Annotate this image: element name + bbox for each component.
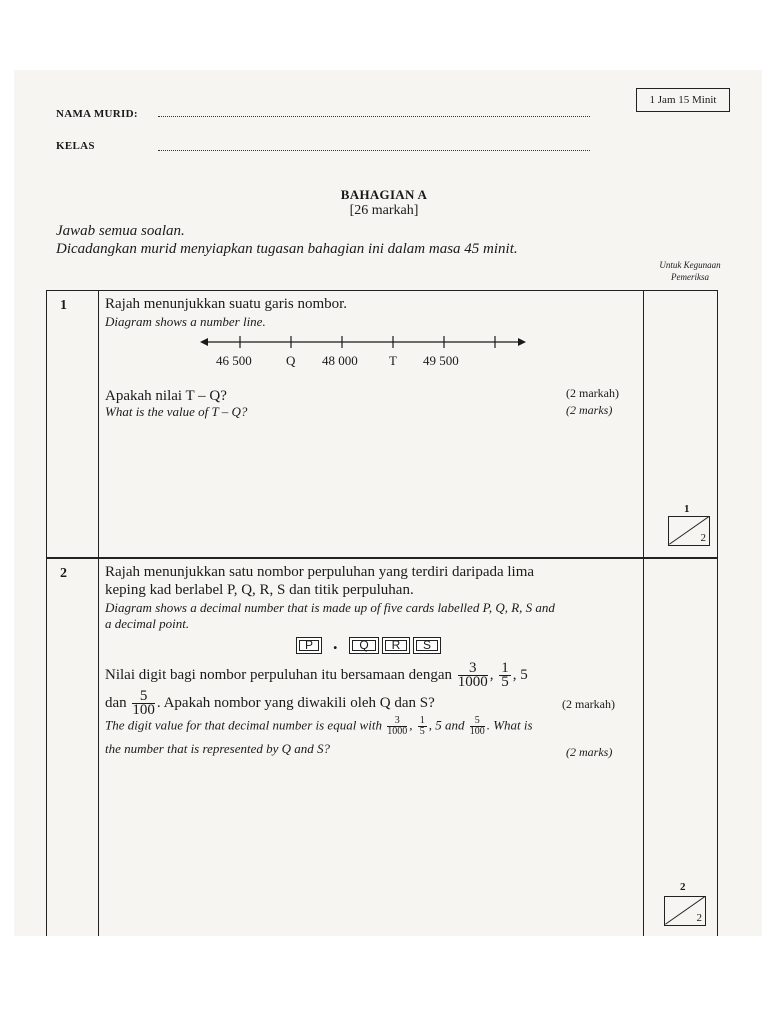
number-line-label-46500: 46 500	[216, 353, 252, 368]
fraction-numerator: 3	[458, 662, 488, 676]
question-number-2: 2	[60, 566, 67, 581]
time-box: 1 Jam 15 Minit	[636, 88, 730, 112]
q2-digit-line-ms-2	[105, 690, 435, 717]
table-right-border	[717, 290, 718, 936]
fraction-denominator: 5	[501, 674, 509, 690]
q2-digit-line-ms: Nilai digit bagi nombor perpuluhan itu bersamaan dengan $\frac{3}{1000}$ , $\frac{1}{5}$ , 5	[105, 660, 528, 690]
q2-dan: dan	[105, 694, 127, 711]
q2-text-en-1: Diagram shows a decimal number that is made up of five cards labelled P, Q, R, S and	[105, 600, 555, 615]
fraction-3-over-1000-en	[387, 716, 407, 737]
card-q	[349, 637, 379, 654]
fraction-denominator: 1000	[387, 726, 408, 737]
fraction-numerator: 1	[501, 660, 509, 676]
q2-digit-en-post: . What is	[486, 717, 533, 733]
q2-digit-en-pre: The digit value for that decimal number is equal with	[105, 717, 382, 733]
q2-text-ms-1: Rajah menunjukkan satu nombor perpuluhan yang terdiri daripada lima	[105, 564, 535, 580]
q2-digit-line-en: The digit value for that decimal number is equal with $\frac{3}{1000}$ , $\frac{1}{5}$ , 5 and $\frac{5}{100}$ . What is	[105, 715, 533, 737]
q2-digit-ms-pre: Nilai digit bagi nombor perpuluhan itu bersamaan dengan	[105, 666, 452, 683]
question-number-1: 1	[60, 298, 67, 313]
student-name-label: NAMA MURID:	[56, 108, 138, 120]
fraction-denominator: 100	[132, 702, 155, 718]
card-s	[413, 637, 441, 654]
number-line-label-q: Q	[286, 353, 296, 368]
fraction-1-over-5	[499, 662, 511, 689]
fraction-numerator: 3	[387, 716, 407, 727]
card-r-label: R	[391, 638, 401, 652]
card-p-label: P	[304, 638, 313, 652]
fraction-numerator: 5	[132, 690, 155, 704]
q1-text-ms: Rajah menunjukkan suatu garis nombor.	[105, 296, 348, 312]
number-line	[200, 330, 530, 354]
table-left-border	[46, 290, 47, 936]
table-top-border	[46, 290, 718, 291]
q2-digit-en-mid: , 5 and	[428, 717, 465, 733]
q2-text-en-2: a decimal point.	[105, 616, 190, 631]
fraction-numerator: 1	[419, 715, 425, 726]
q2-digit-ms-post: . Apakah nombor yang diwakili oleh Q dan S?	[156, 694, 435, 711]
fraction-numerator: 5	[470, 716, 485, 727]
number-line-label-48000: 48 000	[322, 353, 358, 368]
fraction-5-over-100-en	[470, 716, 485, 737]
q2-whole-number: 5	[520, 666, 528, 683]
card-q-label: Q	[359, 638, 369, 652]
card-p	[296, 637, 322, 654]
examiner-note-1: Untuk Kegunaan	[659, 260, 721, 270]
fraction-3-over-1000	[458, 662, 488, 689]
class-label: KELAS	[56, 140, 95, 152]
number-line-left-arrow	[200, 338, 208, 346]
q1-question-en: What is the value of T – Q?	[105, 404, 248, 419]
fraction-denominator: 5	[419, 726, 425, 737]
q1-score-denominator: 2	[700, 532, 706, 544]
student-name-line[interactable]	[158, 116, 590, 117]
examiner-note-2: Pemeriksa	[671, 272, 709, 282]
q1-marks-ms: (2 markah)	[566, 386, 619, 400]
table-number-col-border	[98, 290, 99, 936]
fraction-denominator: 100	[469, 726, 485, 737]
instruction-1: Jawab semua soalan.	[56, 223, 185, 239]
section-title: BAHAGIAN A	[340, 187, 428, 202]
q2-digit-en-2: the number that is represented by Q and S?	[105, 741, 331, 756]
q1-question-ms: Apakah nilai T – Q?	[105, 388, 227, 404]
q1-score-label: 1	[684, 503, 690, 515]
q2-text-ms-2: keping kad berlabel P, Q, R, S dan titik perpuluhan.	[105, 582, 414, 598]
fraction-1-over-5-en	[418, 716, 427, 737]
q2-score-denominator: 2	[696, 912, 702, 924]
q2-marks-en: (2 marks)	[566, 745, 613, 759]
instruction-2: Dicadangkan murid menyiapkan tugasan bahagian ini dalam masa 45 minit.	[56, 241, 518, 257]
q2-marks-ms: (2 markah)	[562, 697, 615, 711]
fraction-5-over-100	[132, 690, 155, 717]
q1-score-box[interactable]	[668, 516, 710, 546]
number-line-right-arrow	[518, 338, 526, 346]
number-line-label-t: T	[389, 353, 397, 368]
q1-marks-en: (2 marks)	[566, 403, 613, 417]
number-line-label-49500: 49 500	[423, 353, 459, 368]
q2-score-box[interactable]	[664, 896, 706, 926]
card-s-label: S	[422, 638, 431, 652]
class-line[interactable]	[158, 150, 590, 151]
q1-text-en: Diagram shows a number line.	[105, 314, 266, 329]
card-r	[382, 637, 410, 654]
q2-score-label: 2	[680, 881, 686, 893]
fraction-denominator: 1000	[457, 674, 488, 690]
decimal-point-card: .	[333, 633, 338, 653]
section-marks: [26 markah]	[349, 203, 419, 218]
table-content-col-border	[643, 290, 644, 936]
table-row-divider	[46, 557, 718, 559]
